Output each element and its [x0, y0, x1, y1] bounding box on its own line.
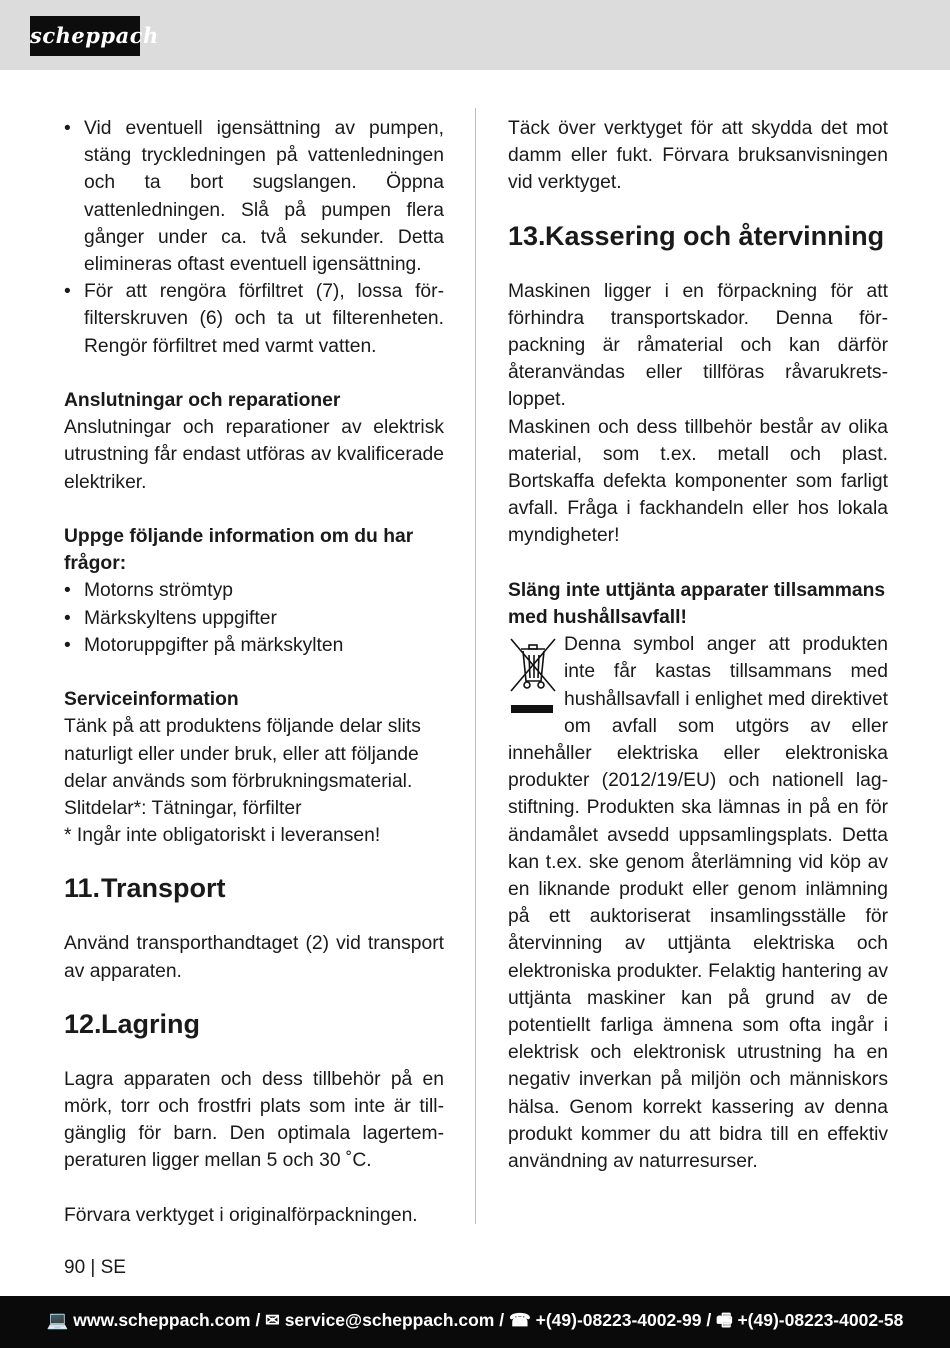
packaging-text: Maskinen ligger i en förpackning för att förhindra transportskador. Denna förpackning är råmaterial och kan därför återanvändas eller tillföras råvarukretsloppet. — [508, 280, 888, 411]
service-heading: Serviceinformation — [64, 689, 239, 711]
list-item: • För att rengöra förfiltret (7), lossa förfilterskruven (6) och ta ut filterenheten. Rengör förfiltret med varmt vatten. — [64, 278, 444, 360]
list-item: • Märkskyltens uppgifter — [64, 605, 444, 632]
section-title: Kassering och återvinning — [545, 220, 885, 251]
section-number: 12. — [64, 1008, 102, 1039]
section-number: 13. — [508, 220, 546, 251]
contact-footer: 💻 www.scheppach.com / ✉ service@scheppach.com / ☎ +(49)-08223-4002-99 / 🖷 +(49)-08223-4002-58 — [0, 1296, 950, 1348]
weee-text: Denna symbol anger att produkten inte får kastas tillsammans med hushållsavfall i enlighet med direktivet om avfall som utgörs av eller innehåller elektriska eller elektroniska produkter (2012/19/EU) och nationell lagstiftning. Produkten ska lämnas in på en för ändamålet avsedd uppsamlingsplats. Detta kan t.ex. ske genom återlämning vid köp av en liknande produkt eller genom inlämning på ett auktoriserat insamlingsställe för återvinning av uttjänta elektriska och elektroniska produkter. Felaktig hantering av uttjänta maskiner kan på grund av de potentiellt farliga ämnena som ofta ingår i elektrisk och elektronisk utrustning ha en negativ inverkan på miljön och människors hälsa. Genom korrekt kassering av denna produkt kommer du att bidra till en effektiv användning av naturresurser. — [508, 634, 888, 1173]
section-13-heading — [508, 222, 888, 251]
info-heading: Uppge följande information om du har frågor: — [64, 526, 414, 575]
section-11-heading — [64, 874, 444, 903]
section-12-heading — [64, 1010, 444, 1039]
section-title: Lagring — [101, 1008, 200, 1039]
left-column — [64, 115, 444, 1229]
scheppach-logo: scheppach — [30, 16, 140, 56]
list-item: • Motorns strömtyp — [64, 577, 444, 604]
info-list — [64, 577, 444, 659]
connections-text: Anslutningar och reparationer av elektrisk utrustning får endast utföras av kvalificerade elektriker. — [64, 417, 444, 493]
wear-parts-text: Slitdelar*: Tätningar, förfilter — [64, 798, 302, 820]
connections-heading: Anslutningar och reparationer — [64, 390, 341, 412]
right-column — [508, 115, 888, 1175]
section-title: Transport — [101, 873, 226, 904]
materials-text: Maskinen och dess tillbehör består av olika material, som t.ex. metall och plast. Bortskaffa defekta komponenter som farligt avfall. Fråga i fackhandeln eller hos lokala myndigheter! — [508, 416, 888, 547]
list-item: • Vid eventuell igensättning av pumpen, stäng tryckledningen på vattenledningen och ta bort sugslangen. Öppna vattenledningen. Slå på pumpen flera gånger under ca. två sekunder. Detta elimineras oftast eventuell igensättning. — [64, 115, 444, 278]
header-bar — [0, 0, 950, 70]
storage-text: Lagra apparaten och dess tillbehör på en mörk, torr och frostfri plats som inte är tillgänglig för barn. Den optimala lagertemperaturen ligger mellan 5 och 30 ˚C. — [64, 1068, 444, 1172]
column-divider — [475, 108, 476, 1224]
cover-tool-text: Täck över verktyget för att skydda det mot damm eller fukt. Förvara bruksanvisningen vid verktyget. — [508, 118, 888, 194]
crossed-out-bin-icon — [508, 635, 560, 721]
transport-text: Använd transporthandtaget (2) vid transport av apparaten. — [64, 933, 444, 982]
section-number: 11. — [64, 873, 101, 904]
storage-packaging-text: Förvara verktyget i originalförpackningen. — [64, 1204, 418, 1226]
service-text: Tänk på att produktens följande delar slits naturligt eller under bruk, eller att följande delar används som förbrukningsmaterial. — [64, 716, 421, 792]
cleaning-bullet-list — [64, 115, 444, 360]
list-item: • Motoruppgifter på märkskylten — [64, 632, 444, 659]
page-number: 90 | SE — [64, 1257, 126, 1278]
delivery-note: * Ingår inte obligatoriskt i leveransen! — [64, 825, 381, 847]
disposal-warning: Släng inte uttjänta apparater tillsammans med hushållsavfall! — [508, 579, 886, 629]
